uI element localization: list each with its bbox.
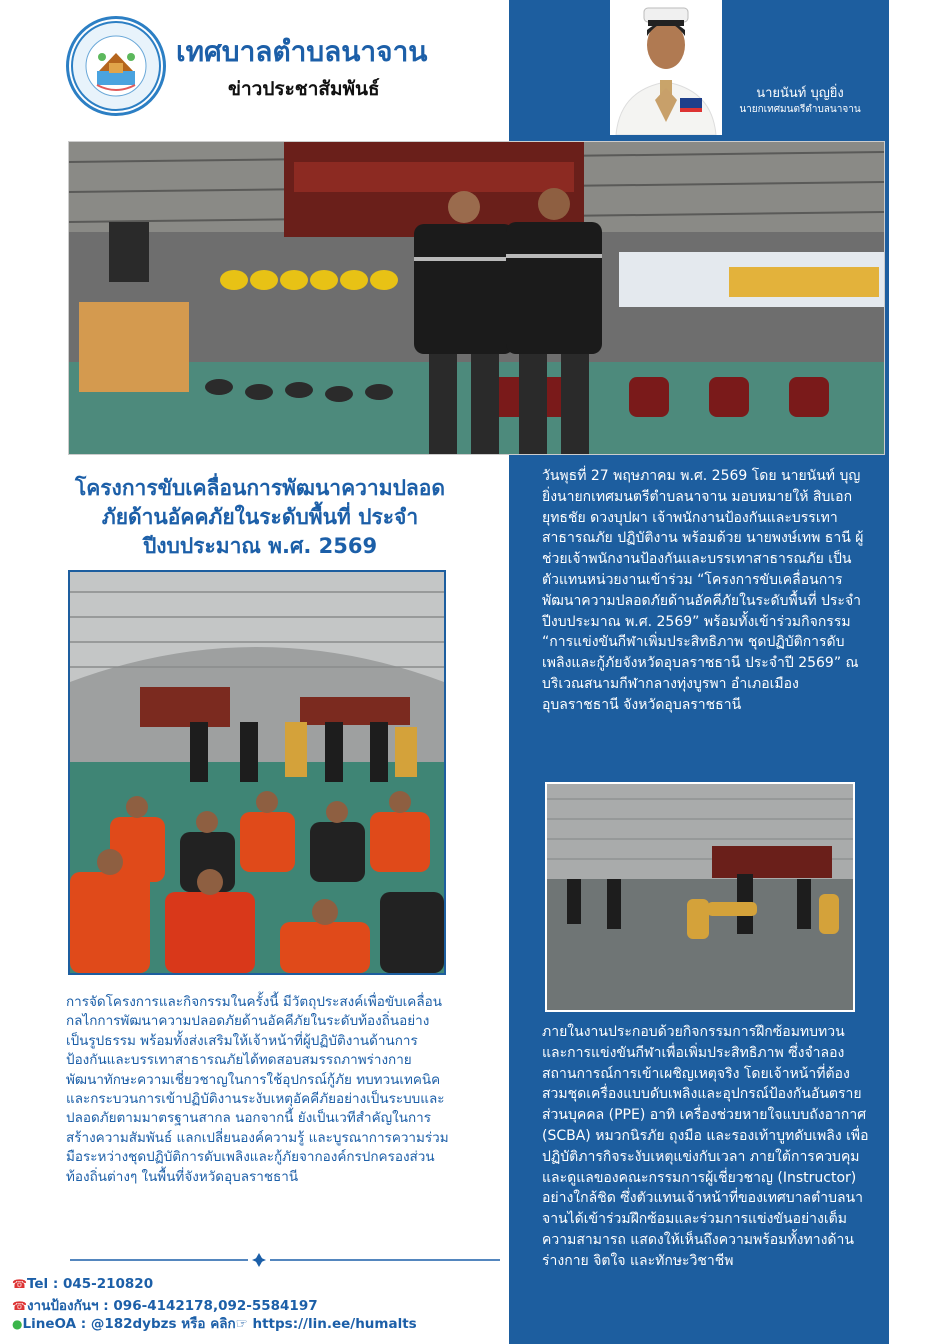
green-dot-icon: ● [12, 1317, 23, 1331]
logo-emblem-icon [69, 19, 163, 113]
telephone-icon: ☎ [12, 1299, 27, 1313]
contact-emergency-text: งานป้องกันฯ : 096-4142178,092-5584197 [26, 1298, 318, 1314]
contact-line[interactable] [12, 1312, 417, 1334]
mayor-portrait [610, 0, 722, 135]
telephone-icon: ☎ [12, 1277, 27, 1291]
page-title: เทศบาลตำบลนาจาน [176, 35, 428, 68]
objective-paragraph: การจัดโครงการและกิจกรรมในครั้งนี้ มีวัตถุประสงค์เพื่อขับเคลื่อนกลไกการพัฒนาความปลอดภัยด้านอัคคีภัยในระดับท้องถิ่นอย่างเป็นรูปธรรม พร้อมทั้งส่งเสริมให้เจ้าหน้าที่ผู้ปฏิบัติงานด้านการป้องกันและบรรเทาสาธารณภัยได้ทดสอบสมรรถภาพร่างกาย พัฒนาทักษะความเชี่ยวชาญในการใช้อุปกรณ์กู้ภัย ทบทวนเทคนิคและกระบวนการเข้าปฏิบัติงานระงับเหตุอัคคีภัยอย่างเป็นระบบและปลอดภัยตามมาตรฐานสากล นอกจากนี้ ยังเป็นเวทีสำคัญในการสร้างความสัมพันธ์ แลกเปลี่ยนองค์ความรู้ และบูรณาการความร่วมมือระหว่างชุดปฏิบัติการดับเพลิงและกู้ภัยจากองค์กรปกครองส่วนท้องถิ่นต่างๆ ในพื้นที่จังหวัดอุบลราชธานี [66, 994, 449, 1185]
photo-officials-arena [68, 141, 885, 455]
municipality-logo [66, 16, 166, 116]
mayor-title: นายกเทศมนตรีตำบลนาจาน [739, 104, 861, 115]
mayor-name: นายนันท์ บุญยิ่ง [756, 86, 844, 101]
event-description: วันพุธที่ 27 พฤษภาคม พ.ศ. 2569 โดย นายนันท์ บุญยิ่งนายกเทศมนตรีตำบลนาจาน มอบหมายให้ สิบเอกยุทธชัย ดวงบุปผา เจ้าพนักงานป้องกันและบรรเทาสาธารณภัย ปฏิบัติงาน พร้อมด้วย นายพงษ์เทพ ธานี ผู้ช่วยเจ้าพนักงานป้องกันและบรรเทาสาธารณภัย เป็นตัวแทนหน่วยงานเข้าร่วม “โครงการขับเคลื่อนการพัฒนาความปลอดภัยด้านอัคคีภัยในระดับพื้นที่ ประจำปีงบประมาณ พ.ศ. 2569” พร้อมทั้งเข้าร่วมกิจกรรม “การแข่งขันกีฬาเพิ่มประสิทธิภาพ ชุดปฏิบัติการดับเพลิงและกู้ภัยจังหวัดอุบลราชธานี ประจำปี 2569” ณ บริเวณสนามกีฬากลางทุ่งบูรพา อำเภอเมืองอุบลราชธานี จังหวัดอุบลราชธานี [542, 468, 864, 713]
section-divider [70, 1252, 500, 1266]
contact-line-text[interactable]: LineOA : @182dybzs หรือ คลิก☞ https://lin.ee/humalts [22, 1316, 417, 1332]
ornament-icon [252, 1253, 266, 1267]
contact-tel [12, 1276, 153, 1292]
contact-tel-text: Tel : 045-210820 [26, 1276, 154, 1292]
photo-drill [545, 782, 855, 1012]
activity-description: ภายในงานประกอบด้วยกิจกรรมการฝึกซ้อมทบทวน และการแข่งขันกีฬาเพื่อเพิ่มประสิทธิภาพ ซึ่งจำลองสถานการณ์การเข้าเผชิญเหตุจริง โดยเจ้าหน้าที่ต้องสวมชุดเครื่องแบบดับเพลิงและอุปกรณ์ป้องกันอันตรายส่วนบุคคล (PPE) อาทิ เครื่องช่วยหายใจแบบถังอากาศ (SCBA) หมวกนิรภัย ถุงมือ และรองเท้าบูทดับเพลิง เพื่อปฏิบัติภารกิจระงับเหตุแข่งกับเวลา ภายใต้การควบคุมและดูแลของคณะกรรมการผู้เชี่ยวชาญ (Instructor) อย่างใกล้ชิด ซึ่งตัวแทนเจ้าหน้าที่ของเทศบาลตำบลนาจานได้เข้าร่วมฝึกซ้อมและร่วมการแข่งขันอย่างเต็มความสามารถ แสดงให้เห็นถึงความพร้อมทั้งทางด้านร่างกาย จิตใจ และทักษะวิชาชีพ [542, 1024, 869, 1269]
headline: โครงการขับเคลื่อนการพัฒนาความปลอดภัยด้านอัคคภัยในระดับพื้นที่ ประจำปีงบประมาณ พ.ศ. 2569 [74, 476, 446, 558]
photo-participants [68, 570, 446, 975]
page-subtitle: ข่าวประชาสัมพันธ์ [228, 78, 380, 100]
